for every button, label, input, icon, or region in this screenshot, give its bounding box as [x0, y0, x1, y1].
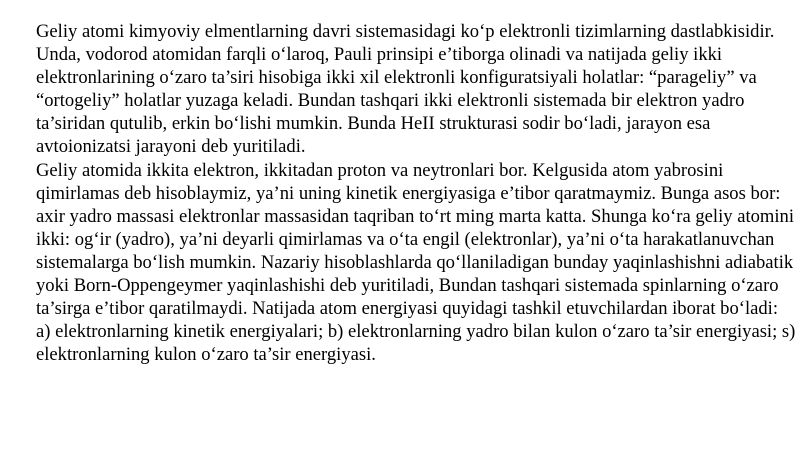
paragraph-helium-intro: Geliy atomi kimyoviy elmentlarning davri sistemasidagi ko‘p elektronli tizimlarning dastlabkisidir. Unda, vodorod atomidan farqli o‘laroq, Pauli prinsipi e’tiborga olinadi va natijada geliy ikki elektronlarining o‘zaro ta’siri hisobiga ikki xil elektronli konfiguratsiyali holatlar: “parageliy” va “ortogeliy” holatlar yuzaga keladi. Bundan tashqari ikki elektronli sistemada bir elektron yadro ta’siridan qutulib, erkin bo‘lishi mumkin. Bunda HeII strukturasi sodir bo‘ladi, jarayon esa avtoionizatsi jarayoni deb yuritiladi. [36, 21, 775, 158]
paragraph-helium-energy: Geliy atomida ikkita elektron, ikkitadan proton va neytronlari bor. Kelgusida atom yabrosini qimirlamas deb hisoblaymiz, ya’ni uning kinetik energiyasiga e’tibor qaratmaymiz. Bunga asos bor: axir yadro massasi elektronlar massasidan taqriban to‘rt ming marta katta. Shunga ko‘ra geliy atomini ikki: og‘ir (yadro), ya’ni deyarli qimirlamas va o‘ta engil (elektronlar), ya’ni o‘ta harakatlanuvchan sistemalarga bo‘lish mumkin. Nazariy hisoblashlarda qo‘llaniladigan bunday yaqinlashishni adiabatik yoki Born-Oppengeymer yaqinlashishi deb yuritiladi, Bundan tashqari sistemada spinlarning o‘zaro ta’sirga e’tibor qaratilmaydi. Natijada atom energiyasi quyidagi tashkil etuvchilardan iborat bo‘ladi: a) elektronlarning kinetik energiyalari; b) elektronlarning yadro bilan kulon o‘zaro ta’sir energiyasi; s) elektronlarning kulon o‘zaro ta’sir energiyasi. [36, 159, 796, 366]
document-body [36, 20, 796, 366]
